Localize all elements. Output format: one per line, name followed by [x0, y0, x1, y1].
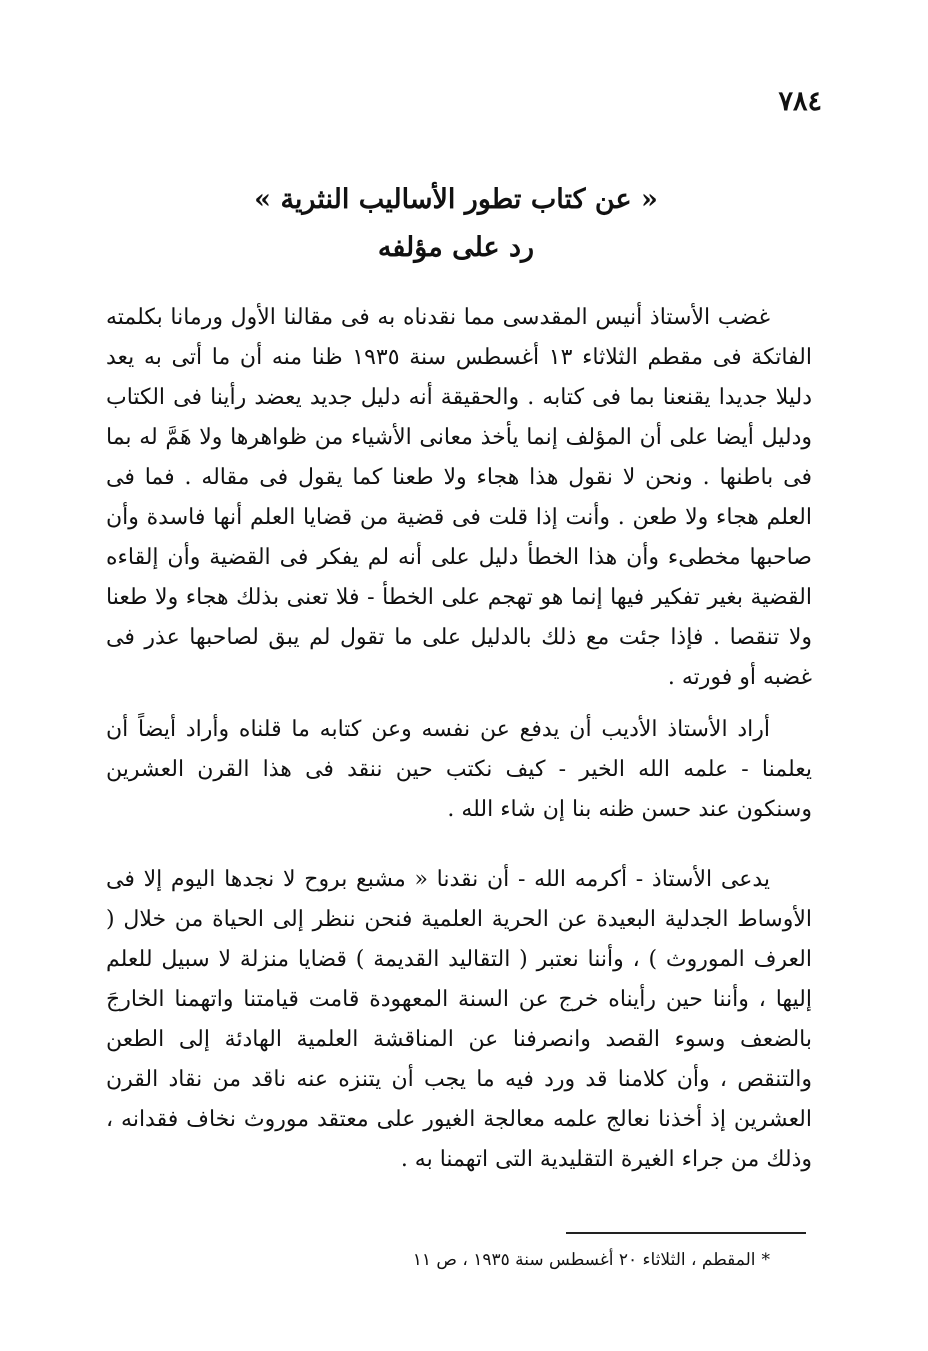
paragraph-1-text: غضب الأستاذ أنيس المقدسى مما نقدناه به فى مقالنا الأول ورمانا بكلمته الفاتكة فى مقطم الثلاثاء ١٣ أغسطس سنة ١٩٣٥ ظنا منه أن ما أتى به يعد دليلا جديدا يقنعنا بما فى كتابه . والحقيقة أنه دليل جديد يعضد رأينا فى الكتاب ودليل أيضا على أن المؤلف إنما يأخذ معانى الأشياء من ظواهرها ولا هَمَّ له بما فى باطنها . ونحن لا نقول هذا هجاء ولا طعنا كما يقول فى مقاله . فما فى العلم هجاء ولا طعن . وأنت إذا قلت فى قضية من قضايا العلم أنها فاسدة وأن صاحبها مخطىء وأن هذا الخطأ دليل على أنه لم يفكر فى القضية وأن إلقاءه القضية بغير تفكير فيها إنما هو تهجم على الخطأ - فلا تعنى بذلك هجاء ولا طعنا ولا تنقصا . فإذا جئت مع ذلك بالدليل على ما تقول لم يبق لصاحبها عذر فى غضبه أو فورته . [106, 305, 812, 690]
page-number: ٧٨٤ [778, 86, 822, 117]
footnote [300, 1246, 770, 1274]
footnote-marker: * [761, 1250, 770, 1270]
paragraph-3-text: يدعى الأستاذ - أكرمه الله - أن نقدنا « مشبع بروح لا نجدها اليوم إلا فى الأوساط الجدلية البعيدة عن الحرية العلمية فنحن ننظر إلى الحياة من خلال ( العرف الموروث ) ، وأننا نعتبر ( التقاليد القديمة ) قضايا منزلة لا سبيل للعلم إليها ، وأننا حين رأيناه خرج عن السنة المعهودة قامت قيامتنا واتهمنا الخارجَ بالضعف وسوء القصد وانصرفنا عن المناقشة العلمية الهادئة إلى الطعن والتنقص ، وأن كلامنا قد ورد فيه ما يجب أن يتنزه عنه ناقد من نقاد القرن العشرين إذ أخذنا نعالج علمه معالجة الغيور على معتقد موروث نخاف فقدانه ، وذلك من جراء الغيرة التقليدية التى اتهمنا به . [106, 867, 812, 1172]
paragraph-2-text: أراد الأستاذ الأديب أن يدفع عن نفسه وعن كتابه ما قلناه وأراد أيضاً أن يعلمنا - علمه الله الخير - كيف نكتب حين ننقد فى هذا القرن العشرين وسنكون عند حسن ظنه بنا إن شاء الله . [106, 717, 812, 822]
article-title: « عن كتاب تطور الأساليب النثرية » [254, 184, 658, 215]
footnote-divider [566, 1232, 806, 1234]
paragraph-1 [106, 298, 812, 698]
article-subtitle: رد على مؤلفه [377, 232, 535, 263]
paragraph-2 [106, 710, 812, 830]
paragraph-3 [106, 860, 812, 1180]
footnote-text: المقطم ، الثلاثاء ٢٠ أغسطس سنة ١٩٣٥ ، ص ١١ [412, 1250, 756, 1270]
